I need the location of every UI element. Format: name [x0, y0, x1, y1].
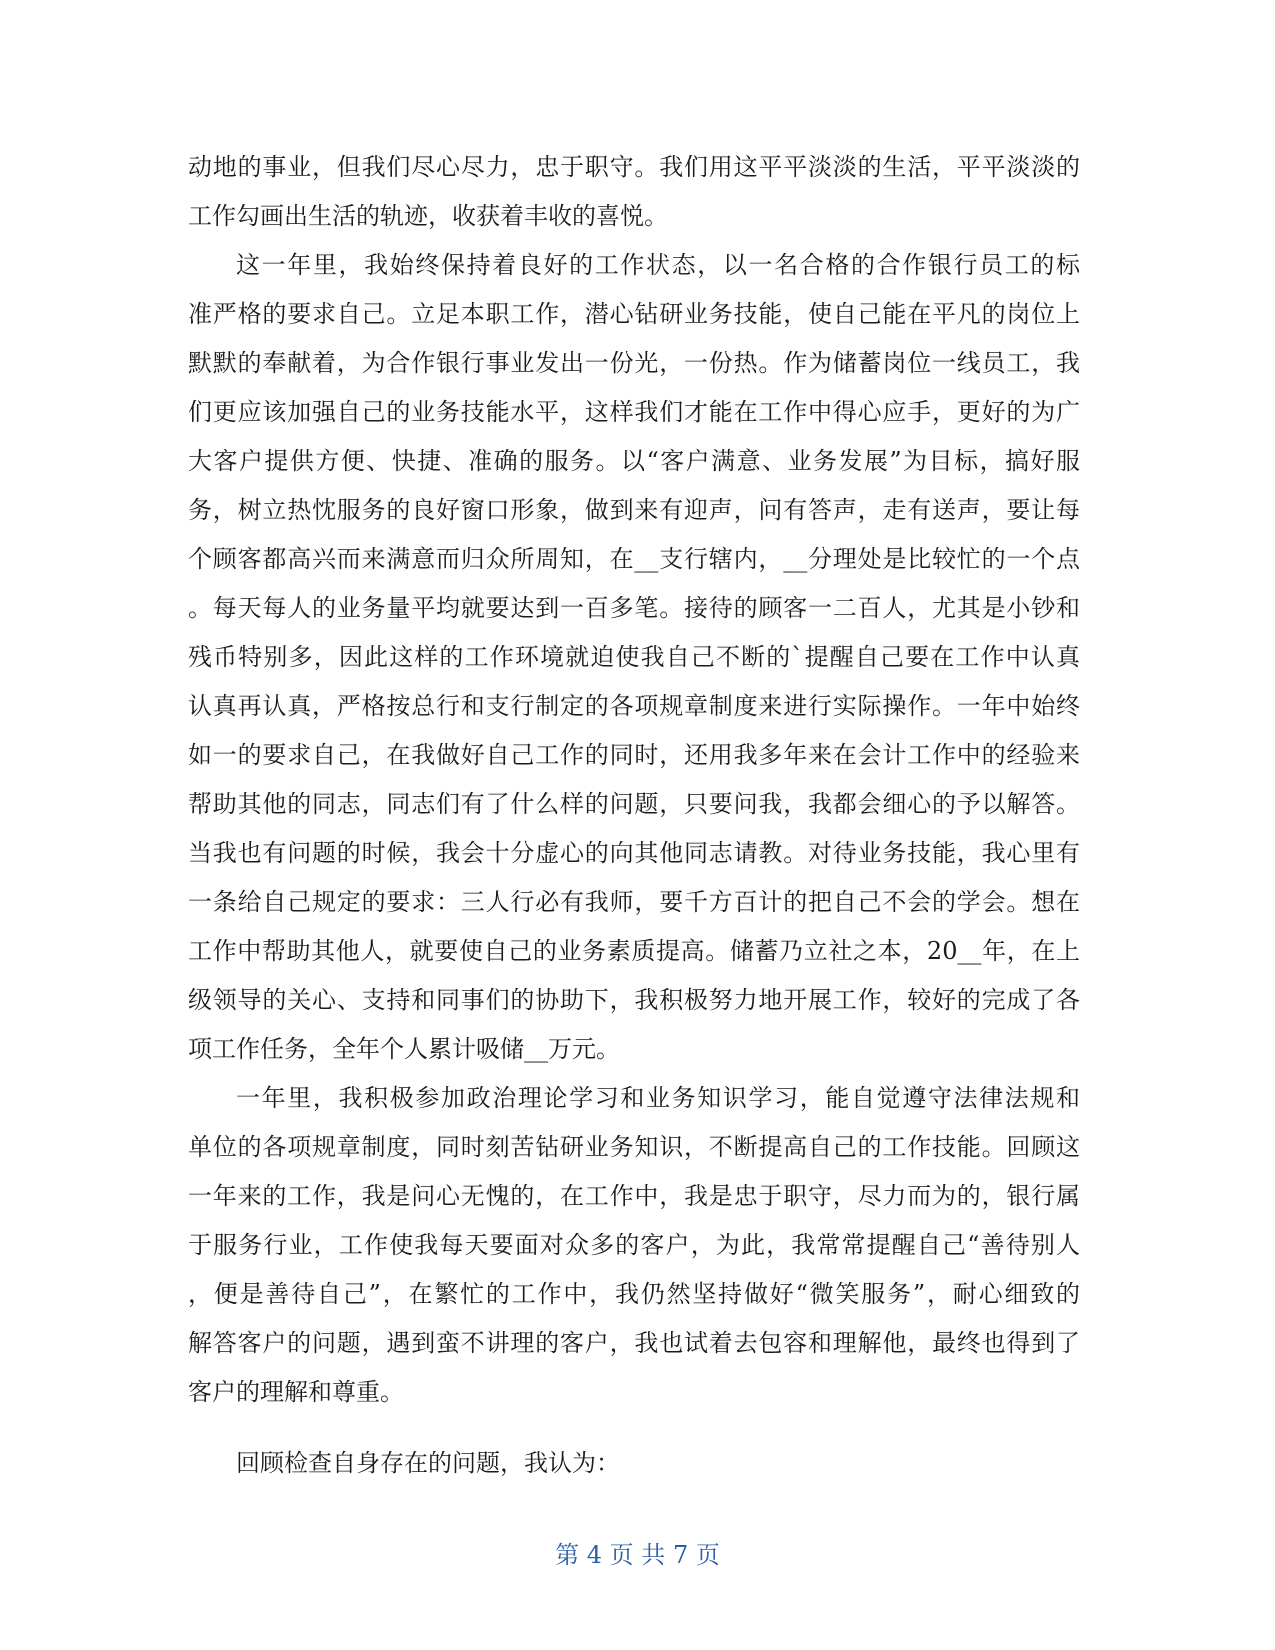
text-line: 。每天每人的业务量平均就要达到一百多笔。接待的顾客一二百人，尤其是小钞和	[188, 594, 1080, 622]
text-line: 默默的奉献着，为合作银行事业发出一份光，一份热。作为储蓄岗位一线员工，我	[188, 349, 1080, 377]
paragraph-start-line: 回顾检查自身存在的问题，我认为：	[236, 1449, 620, 1477]
text-line: 一年来的工作，我是问心无愧的，在工作中，我是忠于职守，尽力而为的，银行属	[188, 1182, 1080, 1210]
text-line: 个顾客都高兴而来满意而归众所周知，在__支行辖内，__分理处是比较忙的一个点	[188, 545, 1080, 573]
paragraph-start-line: 这一年里，我始终保持着良好的工作状态，以一名合格的合作银行员工的标	[236, 251, 1080, 279]
text-line: 客户的理解和尊重。	[188, 1378, 404, 1406]
text-line: 一条给自己规定的要求：三人行必有我师，要千方百计的把自己不会的学会。想在	[188, 888, 1080, 916]
text-line: 准严格的要求自己。立足本职工作，潜心钻研业务技能，使自己能在平凡的岗位上	[188, 300, 1080, 328]
text-line: 认真再认真，严格按总行和支行制定的各项规章制度来进行实际操作。一年中始终	[188, 692, 1080, 720]
text-line: 残币特别多，因此这样的工作环境就迫使我自己不断的`提醒自己要在工作中认真	[188, 643, 1080, 671]
document-body	[188, 143, 1080, 1488]
text-line: 项工作任务，全年个人累计吸储__万元。	[188, 1035, 620, 1063]
text-line: 解答客户的问题，遇到蛮不讲理的客户，我也试着去包容和理解他，最终也得到了	[188, 1329, 1080, 1357]
text-line: 大客户提供方便、快捷、准确的服务。以“客户满意、业务发展”为目标，搞好服	[188, 447, 1080, 475]
text-line: 们更应该加强自己的业务技能水平，这样我们才能在工作中得心应手，更好的为广	[188, 398, 1080, 426]
text-line: 如一的要求自己，在我做好自己工作的同时，还用我多年来在会计工作中的经验来	[188, 741, 1080, 769]
text-line: 务，树立热忱服务的良好窗口形象，做到来有迎声，问有答声，走有送声，要让每	[188, 496, 1080, 524]
text-line: 当我也有问题的时候，我会十分虚心的向其他同志请教。对待业务技能，我心里有	[188, 839, 1080, 867]
text-line: 级领导的关心、支持和同事们的协助下，我积极努力地开展工作，较好的完成了各	[188, 986, 1080, 1014]
text-line: 于服务行业，工作使我每天要面对众多的客户，为此，我常常提醒自己“善待别人	[188, 1231, 1080, 1259]
text-line: 工作中帮助其他人，就要使自己的业务素质提高。储蓄乃立社之本，20__年，在上	[188, 937, 1080, 965]
paragraph-start-line: 一年里，我积极参加政治理论学习和业务知识学习，能自觉遵守法律法规和	[236, 1084, 1080, 1112]
text-line: ，便是善待自己”，在繁忙的工作中，我仍然坚持做好“微笑服务”，耐心细致的	[188, 1280, 1080, 1308]
page-number-footer: 第 4 页 共 7 页	[555, 1541, 720, 1569]
paragraph-gap	[188, 1417, 1080, 1439]
text-line: 帮助其他的同志，同志们有了什么样的问题，只要问我，我都会细心的予以解答。	[188, 790, 1080, 818]
text-line: 工作勾画出生活的轨迹，收获着丰收的喜悦。	[188, 202, 668, 230]
text-line: 单位的各项规章制度，同时刻苦钻研业务知识，不断提高自己的工作技能。回顾这	[188, 1133, 1080, 1161]
text-line: 动地的事业，但我们尽心尽力，忠于职守。我们用这平平淡淡的生活，平平淡淡的	[188, 153, 1080, 181]
